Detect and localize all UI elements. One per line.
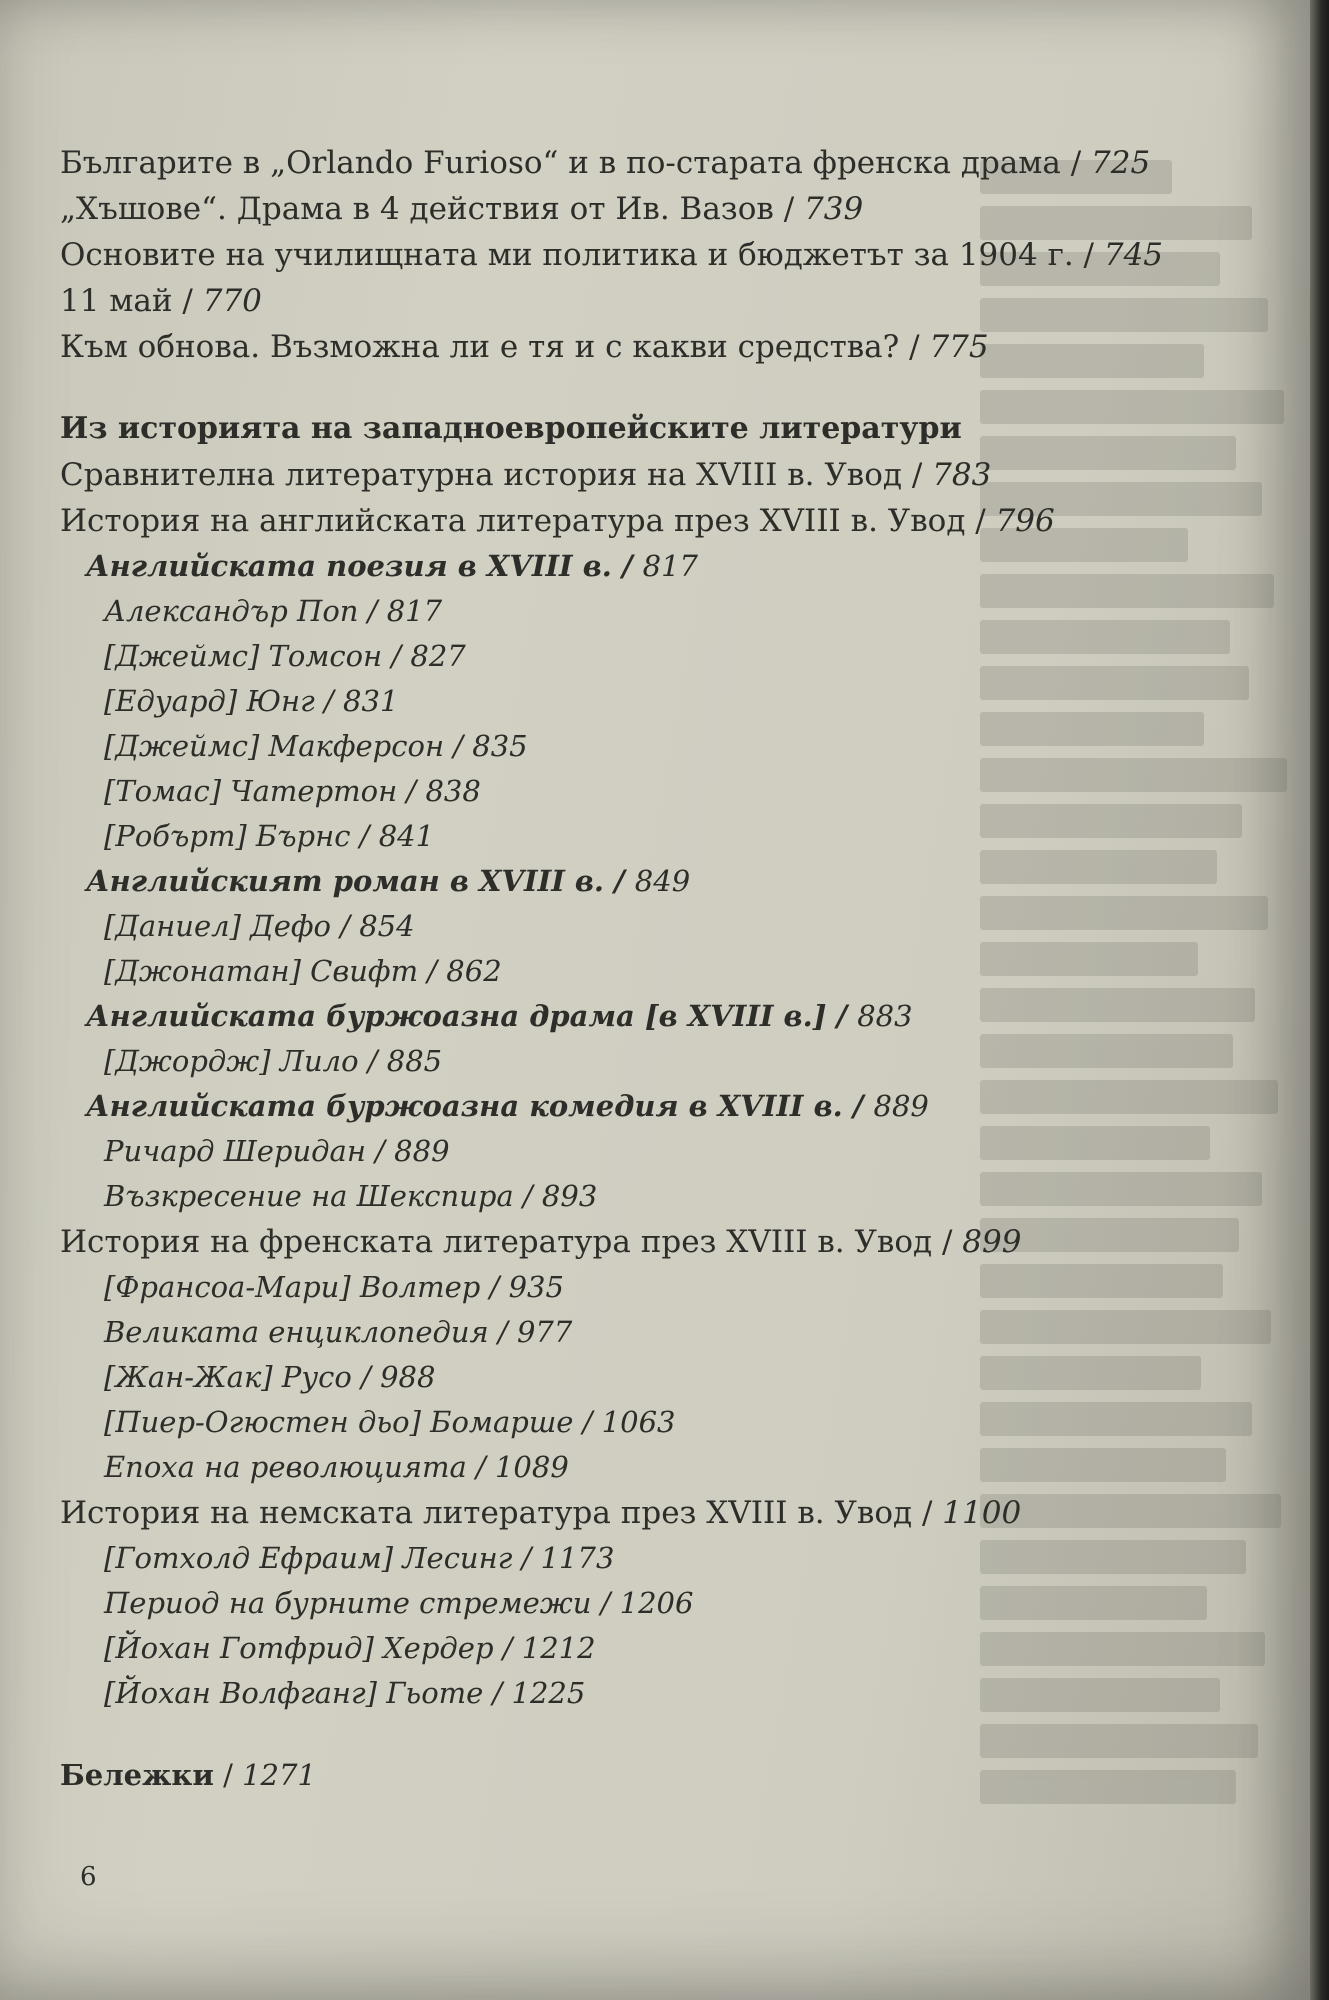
- toc-entry-page: 770: [202, 283, 262, 319]
- notes-entry: Бележки / 1271: [60, 1758, 316, 1792]
- toc-item: [Джонатан] Свифт / 862: [104, 954, 502, 988]
- toc-entry: „Хъшове“. Драма в 4 действия от Ив. Вазов / 739: [60, 191, 864, 227]
- toc-subheading-title: Английският роман в XVIII в.: [86, 864, 604, 898]
- toc-entry-title: Към обнова. Възможна ли е тя и с какви средства?: [60, 329, 900, 365]
- toc-item-title: [Джеймс] Макферсон: [104, 729, 445, 763]
- toc-entry-title: История на английската литература през XVIII в. Увод: [60, 503, 966, 539]
- toc-item: [Франсоа-Мари] Волтер / 935: [104, 1270, 564, 1304]
- toc-item-title: [Джеймс] Томсон: [104, 639, 383, 673]
- toc-entry-page: 849: [634, 864, 691, 898]
- toc-item-title: [Йохан Готфрид] Хердер: [104, 1631, 494, 1665]
- toc-item-page: 838: [425, 774, 481, 808]
- toc-item: [Едуард] Юнг / 831: [104, 684, 399, 718]
- toc-item: Възкресение на Шекспира / 893: [104, 1179, 598, 1213]
- table-of-contents: [60, 140, 1240, 1798]
- toc-item-page: 893: [541, 1179, 598, 1213]
- notes-page: 1271: [242, 1758, 316, 1792]
- toc-entry-title: „Хъшове“. Драма в 4 действия от Ив. Вазов: [60, 191, 774, 227]
- toc-item: [Йохан Готфрид] Хердер / 1212: [104, 1631, 596, 1665]
- toc-entry: История на английската литература през XVIII в. Увод / 796: [60, 503, 1055, 539]
- toc-item: [Робърт] Бърнс / 841: [104, 819, 435, 853]
- toc-entry-page: 1100: [942, 1495, 1022, 1531]
- toc-item-page: 817: [386, 594, 443, 628]
- toc-item: Период на бурните стремежи / 1206: [104, 1586, 694, 1620]
- toc-entry-title: Българите в „Orlando Furioso“ и в по-старата френска драма: [60, 145, 1061, 181]
- toc-subheading: Английската поезия в XVIII в. / 817: [86, 549, 698, 583]
- toc-item-title: [Пиер-Огюстен дьо] Бомарше: [104, 1405, 574, 1439]
- toc-entry: Основите на училищната ми политика и бюджетът за 1904 г. / 745: [60, 237, 1164, 273]
- toc-item-title: [Йохан Волфганг] Гьоте: [104, 1676, 484, 1710]
- toc-item-title: [Готхолд Ефраим] Лесинг: [104, 1541, 513, 1575]
- notes-title: Бележки: [60, 1758, 214, 1792]
- toc-entry: Към обнова. Възможна ли е тя и с какви средства? / 775: [60, 329, 989, 365]
- toc-item-page: 1063: [601, 1405, 676, 1439]
- toc-item-page: 827: [410, 639, 466, 673]
- toc-item-title: Възкресение на Шекспира: [104, 1179, 514, 1213]
- toc-item: Александър Поп / 817: [104, 594, 443, 628]
- toc-item-page: 862: [446, 954, 502, 988]
- toc-item: [Пиер-Огюстен дьо] Бомарше / 1063: [104, 1405, 676, 1439]
- toc-entry-title: История на немската литература през XVIII в. Увод: [60, 1495, 913, 1531]
- page-number: 6: [80, 1862, 97, 1892]
- toc-item-page: 988: [380, 1360, 436, 1394]
- toc-subheading-title: Английската поезия в XVIII в.: [86, 549, 612, 583]
- toc-entry: История на немската литература през XVIII в. Увод / 1100: [60, 1495, 1022, 1531]
- toc-item-page: 1089: [494, 1450, 569, 1484]
- toc-entry: 11 май / 770: [60, 283, 262, 319]
- toc-item-title: [Едуард] Юнг: [104, 684, 315, 718]
- toc-subheading-title: Английската буржоазна комедия в XVIII в.: [86, 1089, 843, 1123]
- toc-entry-page: 899: [962, 1224, 1022, 1260]
- section-heading: Из историята на западноевропейските литератури: [60, 411, 962, 446]
- toc-item: Епоха на революцията / 1089: [104, 1450, 569, 1484]
- toc-item-page: 1212: [521, 1631, 596, 1665]
- book-spine-shadow: [1310, 0, 1329, 2000]
- toc-item: [Даниел] Дефо / 854: [104, 909, 415, 943]
- toc-item: [Готхолд Ефраим] Лесинг / 1173: [104, 1541, 615, 1575]
- toc-item: [Жан-Жак] Русо / 988: [104, 1360, 436, 1394]
- toc-subheading: Английската буржоазна комедия в XVIII в. / 889: [86, 1089, 929, 1123]
- toc-item-page: 835: [472, 729, 528, 763]
- toc-item-title: [Джонатан] Свифт: [104, 954, 419, 988]
- toc-item-title: [Робърт] Бърнс: [104, 819, 351, 853]
- toc-entry-title: Основите на училищната ми политика и бюджетът за 1904 г.: [60, 237, 1074, 273]
- toc-item-page: 1225: [511, 1676, 586, 1710]
- toc-item-page: 1206: [619, 1586, 694, 1620]
- toc-item-page: 885: [386, 1044, 443, 1078]
- toc-item: Ричард Шеридан / 889: [104, 1134, 450, 1168]
- toc-item-title: Епоха на революцията: [104, 1450, 467, 1484]
- toc-item-page: 1173: [540, 1541, 615, 1575]
- toc-subheading: Английският роман в XVIII в. / 849: [86, 864, 691, 898]
- toc-item-page: 935: [508, 1270, 564, 1304]
- toc-entry: История на френската литература през XVIII в. Увод / 899: [60, 1224, 1022, 1260]
- toc-entry: Сравнителна литературна история на XVIII в. Увод / 783: [60, 457, 992, 493]
- toc-item: [Джеймс] Томсон / 827: [104, 639, 466, 673]
- toc-item-title: [Джордж] Лило: [104, 1044, 359, 1078]
- toc-item-title: [Томас] Чатертон: [104, 774, 398, 808]
- toc-entry-title: 11 май: [60, 283, 173, 319]
- toc-entry-page: 783: [932, 457, 992, 493]
- toc-item-title: [Франсоа-Мари] Волтер: [104, 1270, 481, 1304]
- toc-entry-title: Сравнителна литературна история на XVIII в. Увод: [60, 457, 902, 493]
- toc-entry-page: 739: [804, 191, 864, 227]
- toc-entry: Българите в „Orlando Furioso“ и в по-старата френска драма / 725: [60, 145, 1151, 181]
- toc-entry-page: 775: [929, 329, 989, 365]
- toc-item-title: Период на бурните стремежи: [104, 1586, 592, 1620]
- toc-item-page: 841: [378, 819, 435, 853]
- toc-item-page: 889: [394, 1134, 450, 1168]
- toc-item-page: 977: [516, 1315, 573, 1349]
- toc-item: Великата енциклопедия / 977: [104, 1315, 573, 1349]
- toc-item-title: [Жан-Жак] Русо: [104, 1360, 352, 1394]
- toc-item-title: [Даниел] Дефо: [104, 909, 332, 943]
- toc-item: [Томас] Чатертон / 838: [104, 774, 481, 808]
- toc-entry-page: 883: [857, 999, 913, 1033]
- toc-entry-page: 889: [873, 1089, 929, 1123]
- toc-subheading: Английската буржоазна драма [в XVIII в.] / 883: [86, 999, 913, 1033]
- toc-item-page: 831: [343, 684, 399, 718]
- toc-item: [Йохан Волфганг] Гьоте / 1225: [104, 1676, 586, 1710]
- toc-item: [Джордж] Лило / 885: [104, 1044, 443, 1078]
- toc-entry-page: 745: [1103, 237, 1164, 273]
- toc-entry-page: 796: [995, 503, 1055, 539]
- toc-item-title: Александър Поп: [104, 594, 359, 628]
- toc-subheading-title: Английската буржоазна драма [в XVIII в.]: [86, 999, 827, 1033]
- toc-entry-page: 725: [1091, 145, 1151, 181]
- toc-item: [Джеймс] Макферсон / 835: [104, 729, 528, 763]
- toc-item-title: Ричард Шеридан: [104, 1134, 366, 1168]
- toc-item-title: Великата енциклопедия: [104, 1315, 489, 1349]
- toc-item-page: 854: [359, 909, 415, 943]
- toc-entry-title: История на френската литература през XVIII в. Увод: [60, 1224, 933, 1260]
- toc-entry-page: 817: [642, 549, 698, 583]
